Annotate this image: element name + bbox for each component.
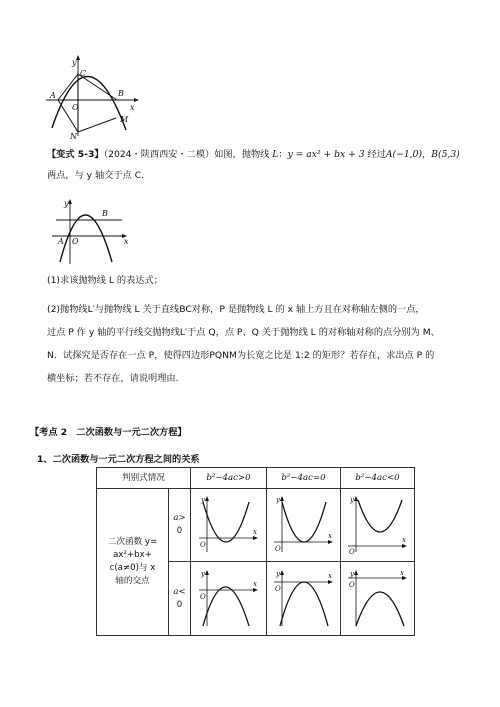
- row-label-line: 轴的交点: [115, 576, 150, 586]
- svg-text:y: y: [275, 569, 280, 578]
- graph-up-no-root: [346, 494, 410, 556]
- svg-text:O: O: [348, 548, 355, 556]
- passes-text: 经过: [364, 149, 386, 160]
- parabola-curve: [60, 215, 112, 262]
- cell-pos-eq: [267, 489, 341, 562]
- svg-text:y: y: [200, 496, 205, 504]
- a-positive-label: [169, 489, 191, 562]
- header-positive: b²−4ac>0: [191, 468, 267, 489]
- label-x: x: [124, 237, 129, 246]
- header-negative: b²−4ac<0: [341, 468, 415, 489]
- question-2-line-4: 横坐标；若不存在，请说明理由.: [47, 373, 179, 384]
- segment-ac: [58, 74, 78, 100]
- equation: y = ax² + bx + 3: [287, 149, 365, 160]
- cell-neg-lt: [341, 562, 415, 636]
- label-o: O: [72, 103, 79, 112]
- graph-up-two-roots: [197, 494, 261, 556]
- section-subheading: 1、二次函数与一元二次方程之间的关系: [37, 454, 200, 465]
- header-case: 判别式情况: [97, 468, 191, 489]
- a-positive-text: a>: [173, 513, 186, 523]
- svg-text:O: O: [274, 584, 281, 593]
- colon: ：: [278, 149, 288, 160]
- row-label-line: ax²+bx+: [113, 550, 152, 560]
- header-zero: b²−4ac=0: [267, 468, 341, 489]
- segment-nm: [78, 118, 116, 132]
- svg-text:O: O: [348, 580, 355, 589]
- question-1: (1)求该抛物线 L 的表达式；: [47, 275, 163, 286]
- curve-name: L: [272, 149, 279, 160]
- problem-line-2: 两点，与 y 轴交于点 C.: [47, 170, 145, 181]
- label-y: y: [72, 58, 77, 67]
- section-heading: 【考点 2 二次函数与一元二次方程】: [30, 427, 187, 438]
- x-axis-arrow: [134, 98, 139, 102]
- a-positive-zero: 0: [176, 526, 183, 536]
- graph-up-one-root: [272, 494, 336, 556]
- svg-text:O: O: [199, 592, 206, 601]
- svg-text:y: y: [275, 496, 280, 504]
- point-a: A(−1,0): [385, 149, 423, 160]
- cell-pos-lt: [341, 489, 415, 562]
- graph-down-no-root: [346, 568, 410, 630]
- question-2-line-1: (2)抛物线L′与抛物线 L 关于直线BC对称，P 是抛物线 L 的 x 轴上方且在对称轴左侧的一点，: [47, 304, 425, 315]
- a-negative-text: a<: [173, 586, 186, 597]
- table-row-a-positive: [97, 489, 415, 562]
- row-label-line: 二次函数 y=: [107, 537, 158, 547]
- y-axis-arrow: [68, 199, 72, 204]
- question-2-line-3: N．试探究是否存在一点 P，使得四边形PQNM为长宽之比是 1:2 的矩形？若存在，求出点 P 的: [47, 350, 435, 361]
- label-c: C: [80, 69, 87, 78]
- question-2-line-2: 过点 P 作 y 轴的平行线交抛物线L′于点 Q，点 P、Q 关于抛物线 L 的对称轴对称的点分别为 M、: [47, 327, 440, 338]
- parabola-curve: [52, 76, 126, 130]
- row-label: [97, 489, 169, 636]
- svg-text:x: x: [327, 571, 332, 580]
- row-label-line: c(a≠0)与 x: [109, 563, 156, 573]
- table-header-row: [97, 468, 415, 489]
- label-a: A: [58, 237, 64, 246]
- svg-text:x: x: [327, 532, 332, 540]
- problem-tag: 【变式 5-3】: [47, 149, 104, 160]
- svg-text:x: x: [401, 536, 406, 544]
- y-axis-arrow: [76, 55, 80, 60]
- cell-neg-gt: [191, 562, 267, 636]
- svg-text:x: x: [252, 579, 257, 588]
- top-parabola-figure: [42, 52, 142, 140]
- svg-text:y: y: [349, 496, 354, 504]
- point-b: B(5,3): [431, 149, 460, 160]
- cell-pos-gt: [191, 489, 267, 562]
- graph-down-two-roots: [197, 568, 261, 630]
- label-b: B: [102, 209, 108, 218]
- label-o: O: [72, 237, 79, 246]
- discriminant-table: [96, 467, 415, 636]
- svg-text:y: y: [200, 569, 205, 578]
- svg-text:x: x: [399, 568, 404, 577]
- problem-line-1: [47, 149, 460, 161]
- label-a: A: [50, 91, 56, 100]
- comma: ，: [422, 149, 432, 160]
- cell-neg-eq: [267, 562, 341, 636]
- svg-text:x: x: [252, 528, 257, 536]
- label-x: x: [130, 103, 135, 112]
- label-n: N: [70, 132, 77, 140]
- middle-parabola-figure: [50, 196, 134, 266]
- graph-down-one-root: [272, 568, 336, 630]
- label-b: B: [118, 89, 124, 98]
- svg-text:O: O: [199, 541, 206, 549]
- label-m: M: [120, 115, 129, 124]
- label-y: y: [64, 199, 69, 208]
- svg-text:O: O: [274, 545, 281, 553]
- a-negative-zero: 0: [176, 599, 183, 610]
- svg-text:y: y: [349, 569, 354, 578]
- problem-intro: （2024・陕西西安・二模）如图，抛物线: [103, 149, 273, 160]
- a-negative-label: [169, 562, 191, 636]
